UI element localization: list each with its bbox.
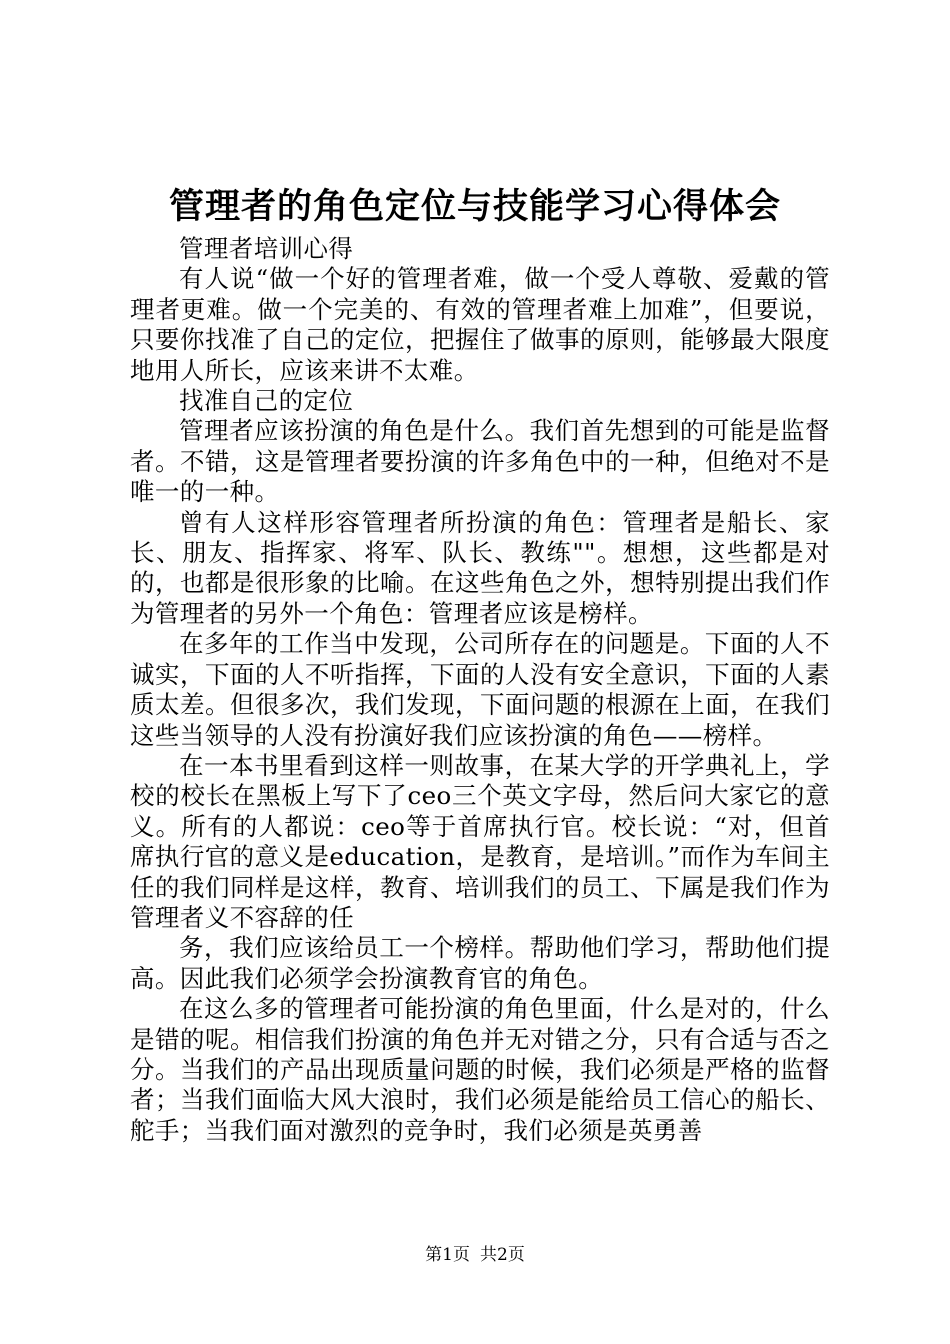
paragraph: 管理者应该扮演的角色是什么。我们首先想到的可能是监督者。不错，这是管理者要扮演的许多角色中的一种，但绝对不是唯一的一种。 [130,416,830,507]
paragraph-subtitle: 管理者培训心得 [179,234,354,263]
page-number-current: 第1页 [425,1245,470,1265]
paragraph: 在多年的工作当中发现，公司所存在的问题是。下面的人不诚实，下面的人不听指挥，下面的人没有安全意识，下面的人素质太差。但很多次，我们发现，下面问题的根源在上面，在我们这些当领导的人没有扮演好我们应该扮演的角色——榜样。 [130,629,830,750]
page-footer [0,1245,950,1265]
paragraph: 在一本书里看到这样一则故事，在某大学的开学典礼上，学校的校长在黑板上写下了ceo三个英文字母，然后问大家它的意义。所有的人都说：ceo等于首席执行官。校长说：“对，但首席执行官的意义是education，是教育，是培训。”而作为车间主任的我们同样是这样，教育、培训我们的员工、下属是我们作为管理者义不容辞的任 [130,750,830,932]
page-number-total: 共2页 [480,1245,525,1265]
paragraph-section-heading: 找准自己的定位 [179,386,354,416]
paragraph: 在这么多的管理者可能扮演的角色里面，什么是对的，什么是错的呢。相信我们扮演的角色并无对错之分，只有合适与否之分。当我们的产品出现质量问题的时候，我们必须是严格的监督者；当我们面临大风大浪时，我们必须是能给员工信心的船长、舵手；当我们面对激烈的竞争时，我们必须是英勇善 [130,994,830,1145]
document-title: 管理者的角色定位与技能学习心得体会 [168,186,781,227]
document-body [130,234,830,1146]
paragraph: 务，我们应该给员工一个榜样。帮助他们学习，帮助他们提高。因此我们必须学会扮演教育官的角色。 [130,933,830,993]
paragraph: 有人说“做一个好的管理者难，做一个受人尊敬、爱戴的管理者更难。做一个完美的、有效的管理者难上加难”，但要说，只要你找准了自己的定位，把握住了做事的原则，能够最大限度地用人所长，应该来讲不太难。 [130,264,830,385]
paragraph: 曾有人这样形容管理者所扮演的角色：管理者是船长、家长、朋友、指挥家、将军、队长、教练""。想想，这些都是对的，也都是很形象的比喻。在这些角色之外，想特别提出我们作为管理者的另外一个角色：管理者应该是榜样。 [130,507,830,628]
